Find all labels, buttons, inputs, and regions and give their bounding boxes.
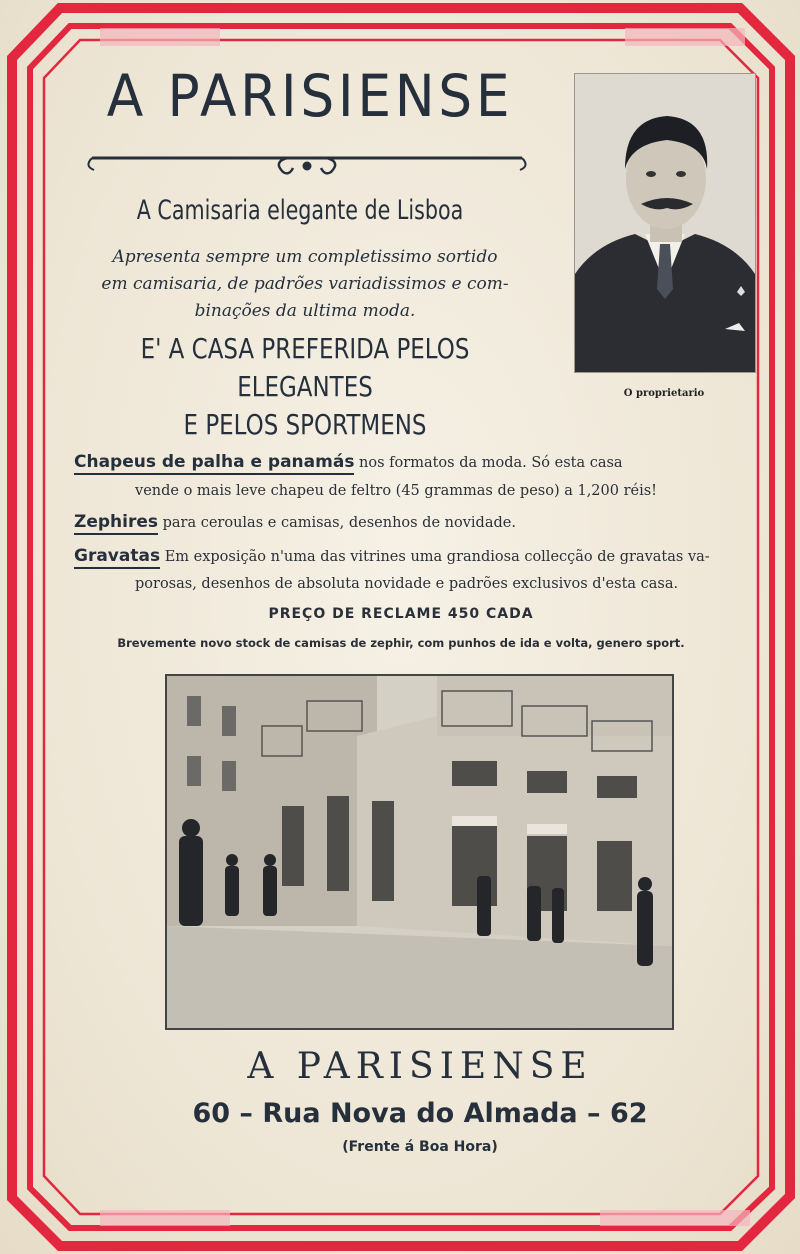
headline-line: E PELOS SPORTMENS — [183, 408, 427, 441]
chapeus-line-2: vende o mais leve chapeu de feltro (45 grammas de peso) a 1,200 réis! — [135, 483, 658, 499]
intro-line: binações da ultima moda. — [194, 301, 416, 321]
headline — [96, 330, 514, 444]
promo-price: PREÇO DE RECLAME 450 CADA — [268, 606, 534, 622]
gravatas-line-2: porosas, desenhos de absoluta novidade e padrões exclusivos d'esta casa. — [135, 576, 679, 592]
intro-line: Apresenta sempre um completissimo sortido — [112, 247, 498, 267]
proprietor-portrait — [574, 73, 756, 373]
address-note: (Frente á Boa Hora) — [342, 1139, 498, 1155]
store-address: 60 – Rua Nova do Almada – 62 — [192, 1098, 648, 1129]
zephires-text: para ceroulas e camisas, desenhos de novidade. — [162, 515, 516, 531]
title-ornament — [82, 150, 532, 178]
intro-line: em camisaria, de padrões variadissimos e com- — [101, 274, 509, 294]
gravatas-title: Gravatas — [74, 546, 160, 569]
chapeus-line-1 — [74, 452, 623, 472]
gravatas-text: Em exposição n'uma das vitrines uma grandiosa collecção de gravatas va- — [164, 549, 710, 565]
portrait-caption: O proprietario — [623, 388, 705, 399]
ad-subtitle: A Camisaria elegante de Lisboa — [136, 195, 464, 226]
zephires-line — [74, 512, 516, 532]
zephires-title: Zephires — [74, 512, 158, 535]
headline-line: E' A CASA PREFERIDA PELOS ELEGANTES — [140, 332, 470, 403]
gravatas-line-1 — [74, 546, 710, 566]
chapeus-text: nos formatos da moda. Só esta casa — [359, 455, 623, 471]
intro-text — [74, 244, 536, 325]
chapeus-title: Chapeus de palha e panamás — [74, 452, 354, 475]
storefront-photo — [165, 674, 674, 1030]
ad-title: A PARISIENSE — [106, 62, 514, 130]
promo-note: Brevemente novo stock de camisas de zephir, com punhos de ida e volta, genero sport. — [117, 636, 685, 650]
store-name: A PARISIENSE — [247, 1046, 593, 1087]
